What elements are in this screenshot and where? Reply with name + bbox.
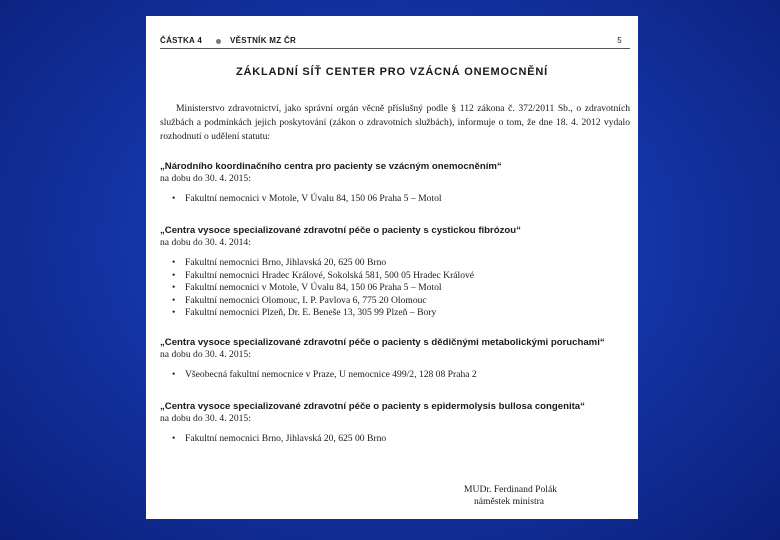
- bullet-icon: •: [172, 369, 176, 380]
- facility-list: [160, 257, 630, 320]
- list-item: • Fakultní nemocnici Plzeň, Dr. E. Beneše 13, 305 99 Plzeň – Bory: [172, 307, 437, 318]
- section-date: na dobu do 30. 4. 2014:: [160, 237, 251, 248]
- section-cystic-fibrosis: [160, 224, 630, 320]
- page-number: 5: [617, 36, 622, 45]
- issue-part: ČÁSTKA 4: [160, 36, 203, 45]
- intro-paragraph: Ministerstvo zdravotnictví, jako správní orgán věcně příslušný podle § 112 zákona č. 372/2011 Sb., o zdravotních službách a podmínkách jejich poskytování (zákon o zdravotních službách), informuje o tom, že dne 18. 4. 2012 vydalo rozhodnutí o udělení statutu:: [160, 103, 630, 142]
- section-date: na dobu do 30. 4. 2015:: [160, 173, 251, 184]
- section-title: „Centra vysoce specializované zdravotní péče o pacienty s dědičnými metabolickými poruchami“: [160, 337, 605, 348]
- bullet-icon: •: [172, 307, 176, 318]
- facility-list: [160, 193, 630, 206]
- section-date: na dobu do 30. 4. 2015:: [160, 349, 251, 360]
- document-title: ZÁKLADNÍ SÍŤ CENTER PRO VZÁCNÁ ONEMOCNĚNÍ: [235, 66, 549, 78]
- section-title: „Centra vysoce specializované zdravotní péče o pacienty s cystickou fibrózou“: [160, 225, 521, 236]
- facility-list: [160, 369, 630, 382]
- list-item: • Fakultní nemocnici v Motole, V Úvalu 84, 150 06 Praha 5 – Motol: [172, 193, 442, 204]
- bullet-icon: •: [172, 433, 176, 444]
- section-epidermolysis-bullosa: [160, 400, 630, 446]
- list-item: • Fakultní nemocnici Olomouc, I. P. Pavlova 6, 775 20 Olomouc: [172, 294, 427, 306]
- section-date: na dobu do 30. 4. 2015:: [160, 413, 251, 424]
- section-metabolic-disorders: [160, 336, 630, 382]
- bullet-icon: •: [172, 282, 176, 293]
- bullet-icon: •: [172, 294, 176, 306]
- bullet-icon: •: [172, 257, 176, 268]
- section-title: „Národního koordinačního centra pro pacienty se vzácným onemocněním“: [160, 161, 502, 172]
- list-item: • Všeobecná fakultní nemocnice v Praze, U nemocnice 499/2, 128 08 Praha 2: [172, 369, 477, 380]
- list-item: • Fakultní nemocnici Brno, Jihlavská 20, 625 00 Brno: [172, 257, 387, 268]
- section-national-coordination-centre: [160, 160, 630, 206]
- header-divider: [160, 48, 630, 49]
- signatory-name: MUDr. Ferdinand Polák: [464, 484, 557, 495]
- journal-name: VĚSTNÍK MZ ČR: [230, 36, 297, 45]
- list-item: • Fakultní nemocnici v Motole, V Úvalu 84, 150 06 Praha 5 – Motol: [172, 282, 442, 293]
- bullet-dot-icon: [216, 39, 221, 44]
- bullet-icon: •: [172, 269, 176, 281]
- document-page: [146, 16, 638, 519]
- list-item: • Fakultní nemocnici Hradec Králové, Sokolská 581, 500 05 Hradec Králové: [172, 269, 475, 281]
- signature-block: [464, 484, 634, 508]
- signatory-role: náměstek ministra: [474, 496, 545, 507]
- facility-list: [160, 433, 630, 446]
- bullet-icon: •: [172, 193, 176, 204]
- list-item: • Fakultní nemocnici Brno, Jihlavská 20, 625 00 Brno: [172, 433, 387, 444]
- section-title: „Centra vysoce specializované zdravotní péče o pacienty s epidermolysis bullosa congenita“: [160, 401, 585, 412]
